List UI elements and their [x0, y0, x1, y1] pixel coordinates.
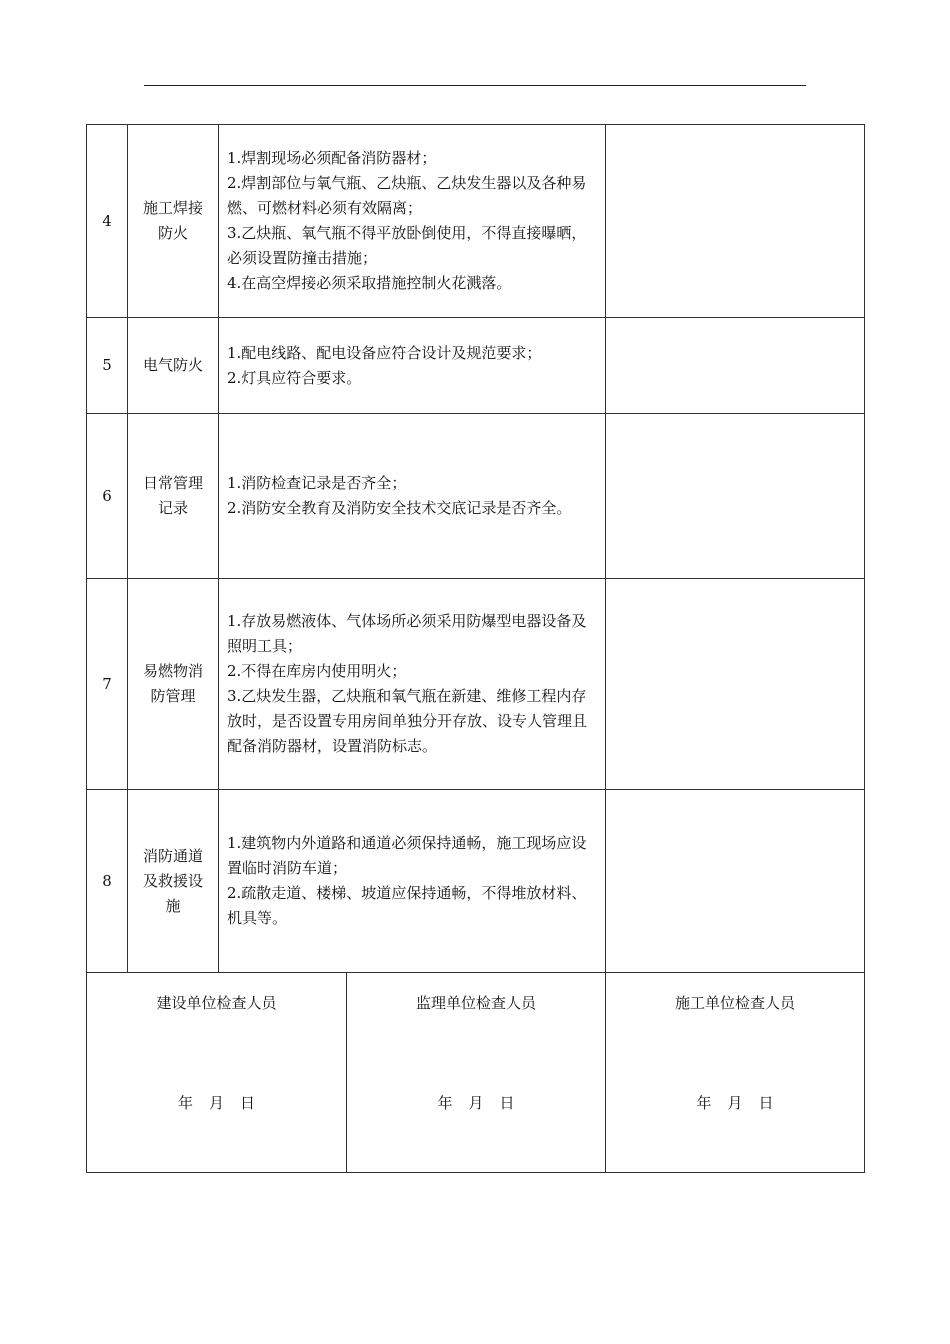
check-result-cell[interactable]: [606, 414, 865, 579]
row-number: 5: [87, 318, 128, 414]
check-item-line: 消防通道: [142, 846, 203, 865]
row-number: 7: [87, 579, 128, 790]
table-row: [87, 790, 865, 973]
check-item-line: 易燃物消: [142, 662, 203, 680]
date-day-label: 日: [758, 1094, 774, 1112]
signature-builder[interactable]: [87, 973, 347, 1173]
date-day-label: 日: [240, 1094, 256, 1112]
date-month-label: 月: [727, 1094, 743, 1112]
table-row: [87, 579, 865, 790]
signature-title: 建设单位检查人员: [156, 994, 277, 1012]
signature-title: 施工单位检查人员: [675, 994, 796, 1012]
date-month-label: 月: [208, 1094, 224, 1112]
date-year-label: 年: [696, 1094, 712, 1112]
row-number: 6: [87, 414, 128, 579]
check-item-line: 及救援设: [142, 871, 203, 890]
check-content: [219, 790, 606, 973]
table-row: [87, 125, 865, 318]
date-year-label: 年: [437, 1094, 453, 1112]
content-line: 1.配电线路、配电设备应符合设计及规范要求；: [227, 343, 542, 362]
content-line: 2.疏散走道、楼梯、坡道应保持通畅，不得堆放材料、机具等。: [227, 884, 587, 927]
content-line: 1.存放易燃液体、气体场所必须采用防爆型电器设备及照明工具；: [227, 612, 587, 655]
content-line: 3.乙炔发生器，乙炔瓶和氧气瓶在新建、维修工程内存放时，是否设置专用房间单独分开存放、设专人管理且配备消防器材，设置消防标志。: [227, 687, 588, 755]
check-item-line: 防管理: [150, 687, 196, 705]
check-result-cell[interactable]: [606, 579, 865, 790]
content-line: 2.灯具应符合要求。: [227, 368, 362, 387]
check-item: [128, 125, 219, 318]
signature-date: [606, 1091, 864, 1116]
content-line: 3.乙炔瓶、氧气瓶不得平放卧倒使用，不得直接曝晒，必须设置防撞击措施；: [227, 224, 587, 267]
signature-title: 监理单位检查人员: [416, 994, 537, 1012]
check-content: [219, 414, 606, 579]
content-line: 1.焊割现场必须配备消防器材；: [227, 149, 437, 167]
content-line: 1.建筑物内外道路和通道必须保持通畅，施工现场应设置临时消防车道；: [227, 834, 587, 877]
signature-row: [87, 973, 865, 1173]
check-item-line: 记录: [157, 499, 188, 517]
check-item-line: 电气防火: [142, 356, 203, 374]
fire-inspection-table: [86, 124, 865, 1173]
date-year-label: 年: [177, 1094, 193, 1112]
table-row: [87, 318, 865, 414]
content-line: 2.消防安全教育及消防安全技术交底记录是否齐全。: [227, 499, 572, 517]
check-content: [219, 318, 606, 414]
check-item-line: 施: [165, 896, 181, 915]
content-line: 1.消防检查记录是否齐全；: [227, 474, 407, 492]
check-item-line: 施工焊接: [142, 199, 203, 217]
check-item: [128, 790, 219, 973]
check-content: [219, 579, 606, 790]
check-item-line: 防火: [157, 224, 188, 242]
signature-supervisor[interactable]: [347, 973, 606, 1173]
header-rule: [144, 85, 806, 86]
check-content: [219, 125, 606, 318]
check-item: [128, 579, 219, 790]
row-number: 4: [87, 125, 128, 318]
content-line: 2.不得在库房内使用明火；: [227, 662, 407, 680]
signature-date: [87, 1091, 346, 1116]
date-day-label: 日: [499, 1094, 515, 1112]
check-result-cell[interactable]: [606, 318, 865, 414]
content-line: 2.焊割部位与氧气瓶、乙炔瓶、乙炔发生器以及各种易燃、可燃材料必须有效隔离；: [227, 174, 587, 217]
check-item-line: 日常管理: [142, 474, 203, 492]
date-month-label: 月: [468, 1094, 484, 1112]
check-result-cell[interactable]: [606, 790, 865, 973]
signature-contractor[interactable]: [606, 973, 865, 1173]
check-item: [128, 318, 219, 414]
signature-date: [347, 1091, 605, 1116]
check-item: [128, 414, 219, 579]
check-result-cell[interactable]: [606, 125, 865, 318]
content-line: 4.在高空焊接必须采取措施控制火花溅落。: [227, 274, 512, 292]
row-number: 8: [87, 790, 128, 973]
table-row: [87, 414, 865, 579]
